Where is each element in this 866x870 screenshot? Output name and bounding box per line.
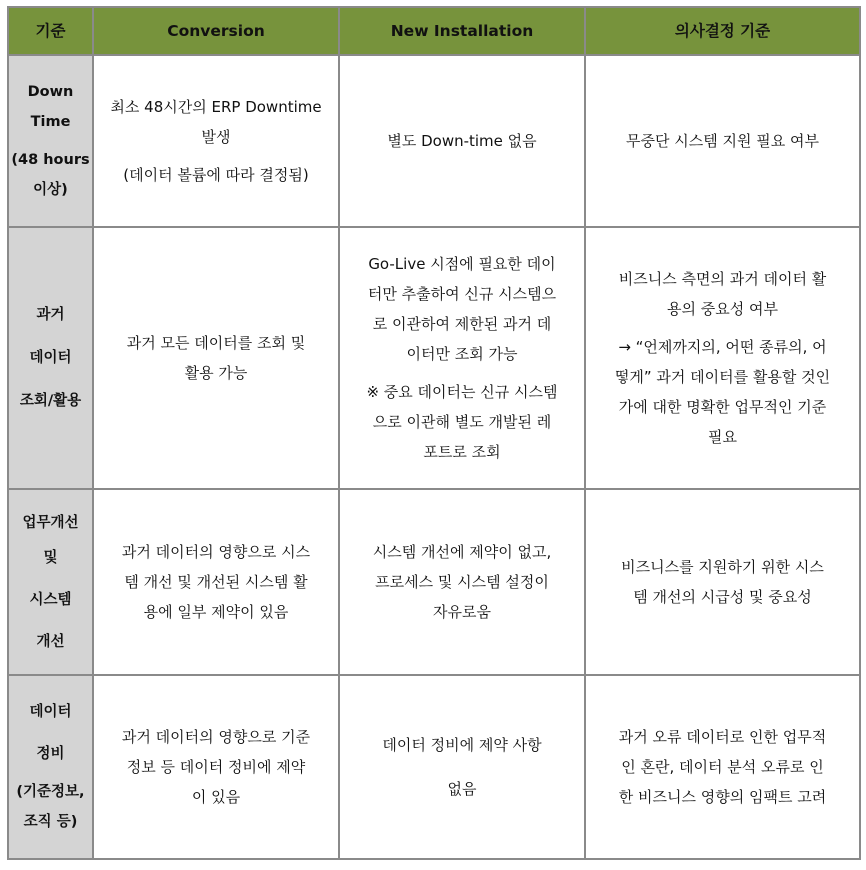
cell-line: 인 혼란, 데이터 분석 오류로 인 <box>621 758 824 776</box>
cell-line: 가에 대한 명확한 업무적인 기준 <box>618 398 827 416</box>
cell-line: 정보 등 데이터 정비에 제약 <box>126 758 306 776</box>
row-label-process-improvement <box>8 489 93 675</box>
row-label-history-data <box>8 227 93 489</box>
cell-line: 프로세스 및 시스템 설정이 <box>375 573 549 591</box>
row-label-line: Time <box>30 114 71 130</box>
cell-line: 비즈니스를 지원하기 위한 시스 <box>621 558 824 576</box>
cell-decision <box>585 227 860 489</box>
cell-line: ※ 중요 데이터는 신규 시스템 <box>366 383 558 401</box>
table-row <box>8 489 860 675</box>
cell-line: 용에 일부 제약이 있음 <box>143 603 289 621</box>
cell-conversion <box>93 227 339 489</box>
cell-line: 과거 모든 데이터를 조회 및 <box>126 334 306 352</box>
cell-line: 으로 이관해 별도 개발된 레 <box>372 413 552 431</box>
row-label-line: (48 hours <box>11 152 90 168</box>
header-row <box>8 7 860 55</box>
cell-line: 활용 가능 <box>184 364 248 382</box>
header-new-installation: New Installation <box>339 7 585 55</box>
cell-new-installation <box>339 489 585 675</box>
cell-line: → “언제까지의, 어떤 종류의, 어 <box>618 338 827 356</box>
cell-line: 시스템 개선에 제약이 없고, <box>372 543 552 561</box>
cell-line: 템 개선의 시급성 및 중요성 <box>633 588 812 606</box>
row-label-line: 및 <box>43 549 58 566</box>
row-label-line: Down <box>27 84 74 100</box>
cell-line: 과거 데이터의 영향으로 기준 <box>121 728 311 746</box>
cell-line: 과거 오류 데이터로 인한 업무적 <box>618 728 827 746</box>
cell-decision <box>585 489 860 675</box>
cell-line: 떻게” 과거 데이터를 활용할 것인 <box>614 368 831 386</box>
cell-line: 터만 추출하여 신규 시스템으 <box>367 285 557 303</box>
cell-line: 없음 <box>447 780 477 798</box>
cell-conversion <box>93 675 339 859</box>
cell-line: (데이터 볼륨에 따라 결정됨) <box>123 166 309 184</box>
cell-line: 로 이관하여 제한된 과거 데 <box>372 315 552 333</box>
cell-conversion <box>93 55 339 227</box>
row-label-line: 이상) <box>33 182 68 198</box>
cell-line: 별도 Down-time 없음 <box>387 132 537 150</box>
cell-line: 자유로움 <box>433 603 491 621</box>
table-row <box>8 55 860 227</box>
cell-line: 과거 데이터의 영향으로 시스 <box>121 543 311 561</box>
row-label-line: 조회/활용 <box>19 393 82 409</box>
table-row <box>8 227 860 489</box>
row-label-line: 정비 <box>36 746 65 762</box>
cell-decision <box>585 55 860 227</box>
cell-new-installation <box>339 675 585 859</box>
cell-decision <box>585 675 860 859</box>
cell-line: 포트로 조회 <box>423 443 501 461</box>
cell-line: 이 있음 <box>191 788 241 806</box>
row-label-line: 조직 등) <box>23 814 78 830</box>
cell-line: 무중단 시스템 지원 필요 여부 <box>626 132 819 150</box>
row-label-line: (기준정보, <box>16 784 85 800</box>
row-label-line: 업무개선 <box>22 514 79 531</box>
cell-line: 템 개선 및 개선된 시스템 활 <box>124 573 308 591</box>
cell-new-installation <box>339 55 585 227</box>
row-label-line: 개선 <box>36 633 65 650</box>
cell-line: 한 비즈니스 영향의 임팩트 고려 <box>618 788 827 806</box>
cell-line: 최소 48시간의 ERP Downtime <box>110 98 322 116</box>
cell-conversion <box>93 489 339 675</box>
header-conversion: Conversion <box>93 7 339 55</box>
row-label-line: 데이터 <box>29 704 72 720</box>
cell-line: Go-Live 시점에 필요한 데이 <box>368 255 556 273</box>
cell-line: 용의 중요성 여부 <box>667 300 778 318</box>
row-label-downtime <box>8 55 93 227</box>
row-label-data-cleanup <box>8 675 93 859</box>
cell-line: 발생 <box>201 128 231 146</box>
comparison-table <box>7 6 861 860</box>
header-decision-criteria: 의사결정 기준 <box>585 7 860 55</box>
cell-line: 비즈니스 측면의 과거 데이터 활 <box>618 270 827 288</box>
table-row <box>8 675 860 859</box>
row-label-line: 과거 <box>36 307 65 323</box>
cell-new-installation <box>339 227 585 489</box>
cell-line: 이터만 조회 가능 <box>406 345 518 363</box>
cell-line: 데이터 정비에 제약 사항 <box>382 736 542 754</box>
row-label-line: 시스템 <box>29 591 72 608</box>
cell-line: 필요 <box>708 428 737 446</box>
row-label-line: 데이터 <box>29 350 72 366</box>
header-criteria: 기준 <box>8 7 93 55</box>
